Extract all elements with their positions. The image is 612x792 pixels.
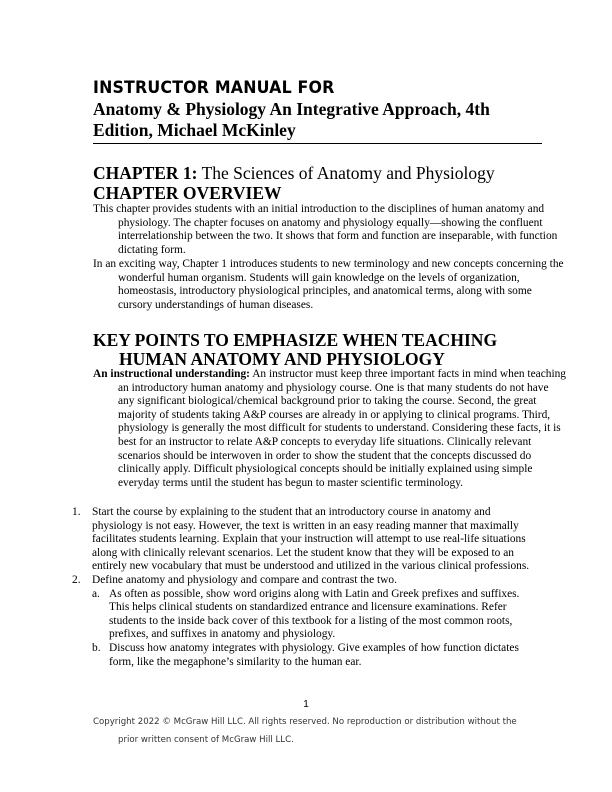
list-item-text: Define anatomy and physiology and compare and contrast the two. — [92, 573, 397, 586]
instructional-text: An instructor must keep three important facts in mind when teaching an introductory human anatomy and physiology course. One is that many students do not have any significant biological/chemical background prior to taking the course. Second, the great majority of students taking A&P courses are already in or applying to clinical programs. Third, physiology is generally the most difficult for students to understand. Considering these facts, it is best for an instructor to relate A&P concepts to everyday life situations. Clinically relevant scenarios should be interwoven in order to show the student that the concepts discussed do clinically apply. Difficult physiological concepts should be initially explained using simple everyday terms until the student has begun to master scientific terminology. — [118, 368, 566, 489]
list-item-number: 1. — [72, 506, 81, 518]
overview-paragraph-1: This chapter provides students with an initial introduction to the disciplines of human anatomy and physiology. The chapter focuses on anatomy and physiology equally—showing the confluent interrelationship between the two. It shows that form and function are inseparable, with function dictating form. — [93, 203, 558, 256]
sub-list-item-text: As often as possible, show word origins along with Latin and Greek prefixes and suffixes. This helps clinical students on standardized entrance and licensure examinations. Refer students to the inside back cover of this textbook for a listing of the most common roots, prefixes, and suffixes in anatomy and physiology. — [109, 587, 520, 641]
sub-list-item — [92, 642, 542, 669]
list-item — [72, 506, 542, 574]
list-item-text: Start the course by explaining to the student that an introductory course in anatomy and physiology is not easy. However, the text is written in an easy reading manner that maximally facilitates students learning. Explain that your instruction will attempt to use real-life situations along with clinically relevant scenarios. Let the student know that they will be exposed to an entirely new vocabulary that must be understood and utilized in the various clinical professions. — [92, 506, 530, 573]
chapter-title: The Sciences of Anatomy and Physiology — [197, 163, 495, 183]
key-points-list — [72, 506, 542, 669]
sub-list-item-text: Discuss how anatomy integrates with physiology. Give examples of how function dictates form, like the megaphone’s similarity to the human ear. — [109, 641, 519, 668]
instructional-understanding-paragraph — [93, 368, 566, 490]
chapter-heading — [93, 163, 553, 184]
instructional-lead: An instructional understanding: — [93, 368, 250, 380]
book-title: Anatomy & Physiology An Integrative Approach, 4th Edition, Michael McKinley — [93, 99, 490, 140]
sub-list-item-letter: a. — [92, 587, 100, 600]
key-points-heading: KEY POINTS TO EMPHASIZE WHEN TEACHING HUMAN ANATOMY AND PHYSIOLOGY — [93, 330, 498, 369]
list-item — [72, 574, 542, 588]
manual-brand-heading: INSTRUCTOR MANUAL FOR — [93, 78, 335, 98]
overview-heading: CHAPTER OVERVIEW — [93, 183, 282, 203]
list-item-number: 2. — [72, 573, 81, 586]
copyright-notice: Copyright 2022 © McGraw Hill LLC. All rights reserved. No reproduction or distribution without the prior written consent of McGraw Hill LLC. — [93, 717, 517, 745]
sub-list-item — [92, 588, 542, 642]
title-divider — [93, 143, 542, 144]
sub-list-item-letter: b. — [92, 641, 101, 654]
chapter-label: CHAPTER 1: — [93, 163, 198, 183]
page-number: 1 — [303, 699, 309, 710]
overview-paragraph-2: In an exciting way, Chapter 1 introduces students to new terminology and new concepts concerning the wonderful human organism. Students will gain knowledge on the levels of organization, homeostasis, introductory physiological principles, and anatomical terms, along with some cursory understandings of human diseases. — [93, 258, 564, 311]
